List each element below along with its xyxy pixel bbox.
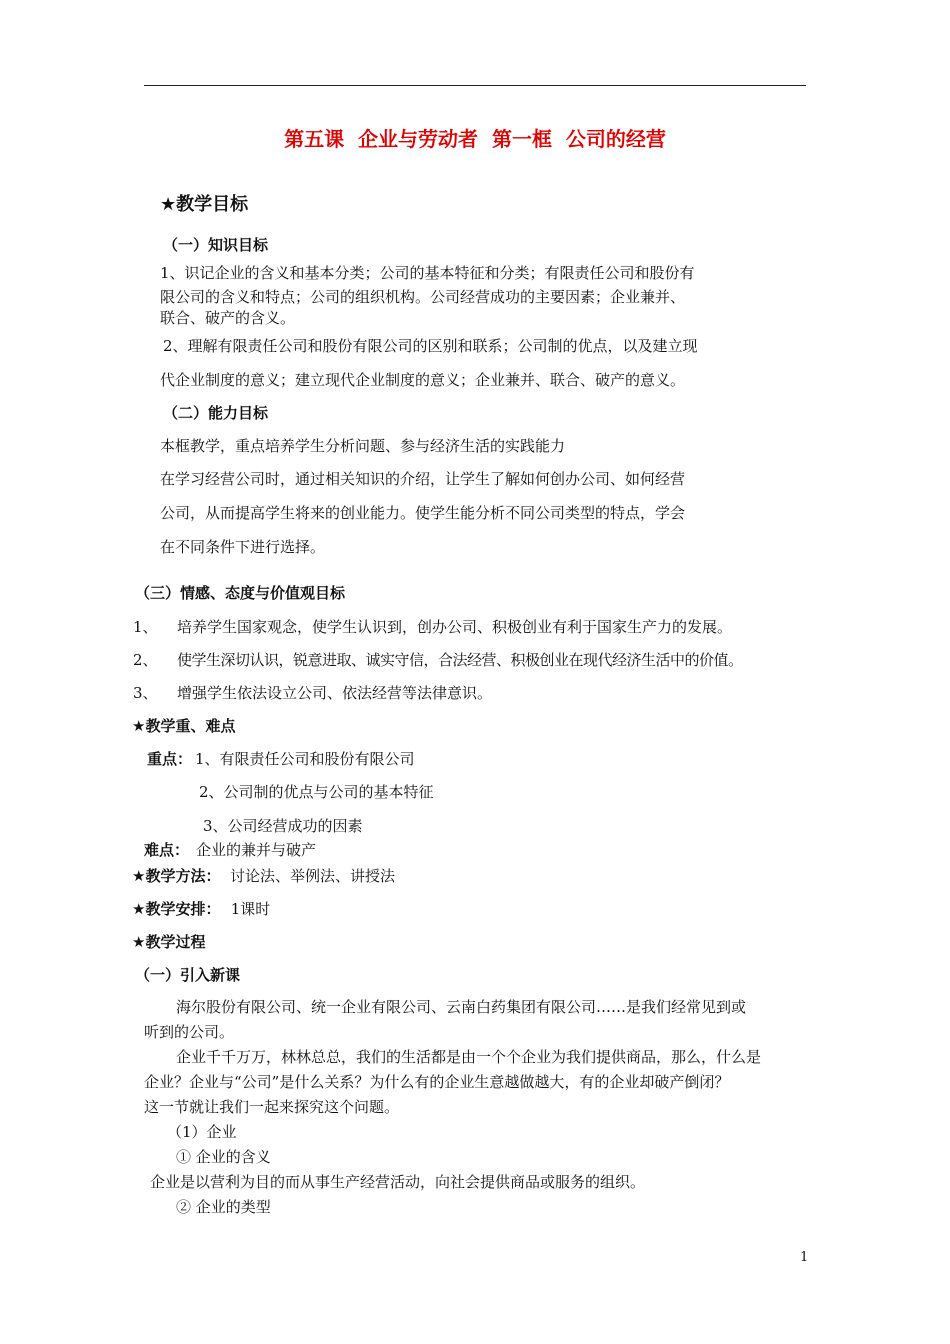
knowledge-p2-line2: 代企业制度的意义；建立现代企业制度的意义；企业兼并、联合、破产的意义。 bbox=[160, 371, 686, 389]
knowledge-p1-line2: 限公司的含义和特点；公司的组织机构。公司经营成功的主要因素；企业兼并、 bbox=[160, 288, 686, 306]
keypoints-heading: ★教学重、难点 bbox=[132, 717, 236, 735]
ability-line4: 在不同条件下进行选择。 bbox=[160, 538, 326, 556]
ability-line1: 本框教学，重点培养学生分析问题、参与经济生活的实践能力 bbox=[160, 437, 566, 455]
schedule-label: ★教学安排： bbox=[132, 900, 221, 918]
difficulty-label: 难点： bbox=[144, 841, 190, 859]
emotion-item-1-text: 培养学生国家观念，使学生认识到，创办公司、积极创业有利于国家生产力的发展。 bbox=[177, 618, 733, 636]
knowledge-heading: （一）知识目标 bbox=[163, 236, 269, 254]
methods-text: 讨论法、举例法、讲授法 bbox=[230, 867, 396, 885]
ability-heading: （二）能力目标 bbox=[163, 404, 269, 422]
key-label: 重点： bbox=[147, 750, 193, 768]
objectives-heading: ★教学目标 bbox=[160, 194, 249, 215]
key-item-1: 1、有限责任公司和股份有限公司 bbox=[195, 750, 415, 768]
intro-p1-line1: 海尔股份有限公司、统一企业有限公司、云南白药集团有限公司……是我们经常见到或 bbox=[176, 998, 747, 1016]
page-title: 第五课 企业与劳动者 第一框 公司的经营 bbox=[284, 127, 666, 151]
key-item-2: 2、公司制的优点与公司的基本特征 bbox=[199, 783, 434, 801]
emotion-item-3-num: 3、 bbox=[133, 684, 158, 702]
header-rule bbox=[144, 85, 806, 86]
process-heading: ★教学过程 bbox=[132, 933, 206, 951]
emotion-item-3-text: 增强学生依法设立公司、依法经营等法律意识。 bbox=[177, 684, 493, 702]
ability-line3: 公司，从而提高学生将来的创业能力。使学生能分析不同公司类型的特点，学会 bbox=[160, 504, 686, 522]
enterprise-meaning-text: 企业是以营利为目的而从事生产经营活动，向社会提供商品或服务的组织。 bbox=[150, 1173, 646, 1191]
emotion-item-1-num: 1、 bbox=[133, 618, 158, 636]
intro-p2-line1: 企业千千万万，林林总总，我们的生活都是由一个个企业为我们提供商品，那么，什么是 bbox=[176, 1048, 762, 1066]
page-number: 1 bbox=[800, 1250, 809, 1265]
section-enterprise: （1）企业 bbox=[167, 1123, 237, 1141]
schedule-text: 1课时 bbox=[226, 900, 271, 918]
methods-label: ★教学方法： bbox=[132, 867, 221, 885]
intro-p2-line3: 这一节就让我们一起来探究这个问题。 bbox=[144, 1098, 400, 1116]
emotion-item-2-num: 2、 bbox=[133, 651, 158, 669]
key-item-3: 3、公司经营成功的因素 bbox=[203, 817, 363, 835]
knowledge-p1-line3: 联合、破产的含义。 bbox=[160, 309, 296, 327]
knowledge-p1-line1: 1、识记企业的含义和基本分类；公司的基本特征和分类；有限责任公司和股份有 bbox=[160, 264, 695, 282]
difficulty-text: 企业的兼并与破产 bbox=[196, 841, 317, 859]
ability-line2: 在学习经营公司时，通过相关知识的介绍，让学生了解如何创办公司、如何经营 bbox=[160, 470, 686, 488]
intro-p2-line2: 企业？企业与“公司”是什么关系？为什么有的企业生意越做越大，有的企业却破产倒闭？ bbox=[144, 1073, 730, 1091]
intro-heading: （一）引入新课 bbox=[135, 966, 241, 984]
emotion-heading: （三）情感、态度与价值观目标 bbox=[135, 584, 346, 602]
knowledge-p2-line1: 2、理解有限责任公司和股份有限公司的区别和联系；公司制的优点，以及建立现 bbox=[163, 337, 698, 355]
enterprise-types-heading: ② 企业的类型 bbox=[176, 1198, 271, 1216]
emotion-item-2-text: 使学生深切认识，锐意进取、诚实守信，合法经营、积极创业在现代经济生活中的价值。 bbox=[177, 651, 743, 669]
intro-p1-line2: 听到的公司。 bbox=[144, 1023, 235, 1041]
enterprise-meaning-heading: ① 企业的含义 bbox=[176, 1148, 271, 1166]
